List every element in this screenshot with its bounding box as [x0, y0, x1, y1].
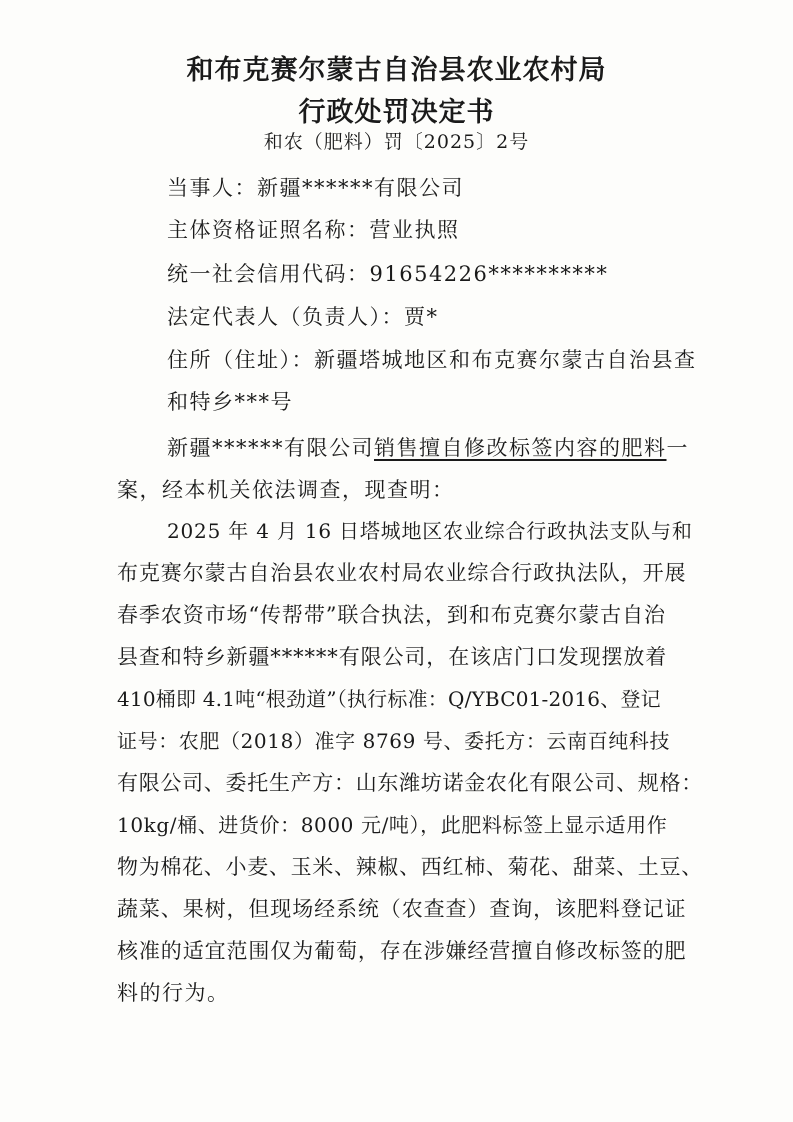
finding-line: 春季农资市场“传帮带”联合执法，到和布克赛尔蒙古自治 — [117, 603, 666, 627]
document-type-title: 行政处罚决定书 — [298, 97, 495, 128]
document-number: 和农（肥料）罚〔2025〕2号 — [263, 131, 530, 153]
address-value-2: 和特乡***号 — [167, 390, 293, 414]
license-row — [167, 214, 460, 244]
party-name-value: 新疆******有限公司 — [257, 176, 464, 200]
credit-code-row — [167, 258, 608, 288]
finding-line: 布克赛尔蒙古自治县农业农村局农业综合行政执法队，开展 — [117, 561, 687, 585]
credit-code-value: 91654226********** — [369, 262, 609, 286]
address-value-1: 新疆塔城地区和布克赛尔蒙古自治县查 — [314, 348, 697, 372]
finding-line: 核准的适宜范围仅为葡萄，存在涉嫌经营擅自修改标签的肥 — [117, 939, 687, 963]
finding-line: 蔬菜、果树，但现场经系统（农查查）查询，该肥料登记证 — [117, 897, 687, 921]
case-violation: 销售擅自修改标签内容的肥料 — [374, 436, 667, 460]
case-intro-line — [167, 432, 689, 462]
case-intro-line-2: 案，经本机关依法调查，现查明： — [117, 478, 455, 502]
finding-line: 县查和特乡新疆******有限公司，在该店门口发现摆放着 — [117, 645, 668, 669]
representative-label: 法定代表人（负责人）： — [167, 305, 404, 329]
license-label: 主体资格证照名称： — [167, 218, 370, 242]
party-name-label: 当事人： — [167, 176, 257, 200]
address-label: 住所（住址）： — [167, 348, 314, 372]
representative-value: 贾* — [404, 305, 439, 329]
agency-title: 和布克赛尔蒙古自治县农业农村局 — [186, 55, 607, 86]
representative-row — [167, 301, 439, 331]
case-party: 新疆******有限公司 — [167, 436, 374, 460]
party-name-row — [167, 172, 464, 202]
address-row — [167, 344, 697, 374]
case-intro-suffix: 一 — [666, 436, 689, 460]
credit-code-label: 统一社会信用代码： — [167, 262, 370, 286]
address-row-continued — [167, 386, 293, 416]
finding-line: 10kg/桶、进货价：8000 元/吨），此肥料标签上显示适用作 — [117, 813, 668, 837]
finding-line: 410桶即 4.1吨“根劲道”（执行标准：Q/YBC01-2016、登记 — [117, 687, 661, 711]
finding-line: 料的行为。 — [117, 981, 230, 1005]
finding-line: 物为棉花、小麦、玉米、辣椒、西红柿、菊花、甜菜、土豆、 — [117, 855, 703, 879]
finding-line: 有限公司、委托生产方：山东潍坊诺金农化有限公司、规格： — [117, 771, 703, 795]
finding-line: 2025 年 4 月 16 日塔城地区农业综合行政执法支队与和 — [167, 519, 693, 543]
finding-line: 证号：农肥（2018）准字 8769 号、委托方：云南百纯科技 — [117, 729, 671, 753]
license-value: 营业执照 — [369, 218, 460, 242]
